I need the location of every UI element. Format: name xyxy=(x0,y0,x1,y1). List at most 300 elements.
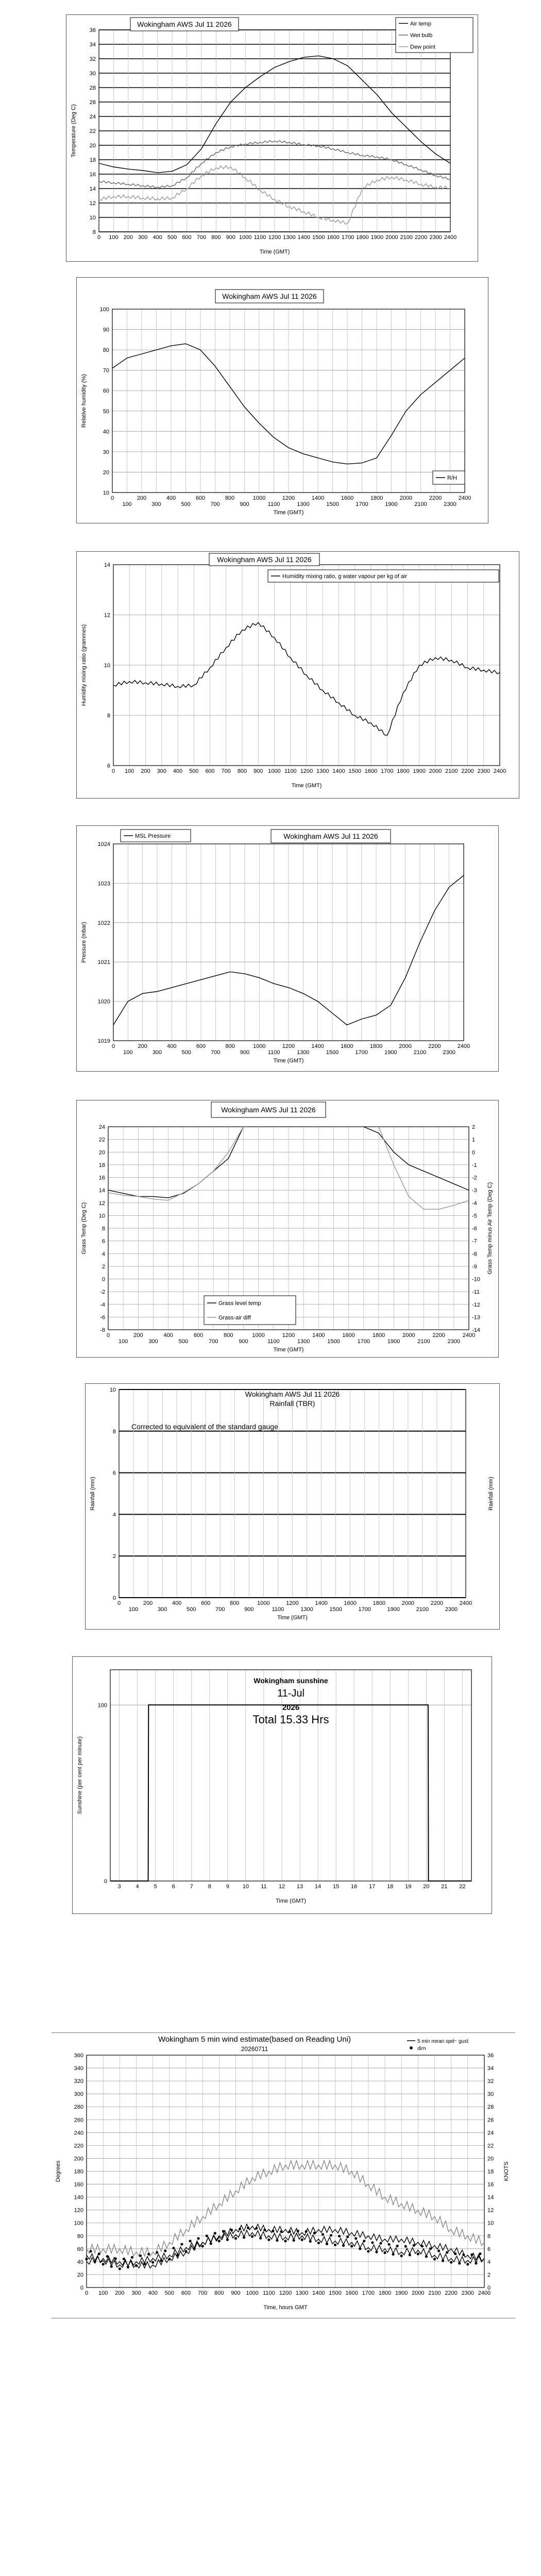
data-point xyxy=(305,2230,308,2233)
x-tick-label: 1600 xyxy=(341,495,354,501)
x-tick-label: 1800 xyxy=(369,1043,383,1049)
x-tick-label: 2200 xyxy=(461,768,474,774)
x-tick-label: 1400 xyxy=(311,495,325,501)
y2-axis-label: Grass Temp minus Air Temp (Deg C) xyxy=(487,1182,493,1275)
x-tick-label: 2100 xyxy=(413,1049,427,1056)
x-tick-label: 1200 xyxy=(282,1043,295,1049)
x-tick-label: 18 xyxy=(387,1884,394,1890)
x-tick-label: 200 xyxy=(115,2290,125,2296)
y-tick-label: 200 xyxy=(74,2156,83,2162)
legend-label: Grass level temp xyxy=(218,1300,261,1307)
x-tick-label: 400 xyxy=(163,1332,173,1338)
x-tick-label: 1500 xyxy=(326,1049,339,1056)
x-tick-label: 1600 xyxy=(345,2290,358,2296)
y-tick-label: 2 xyxy=(102,1263,105,1270)
x-tick-label: 1400 xyxy=(312,1332,325,1338)
x-tick-label: 1100 xyxy=(267,501,280,507)
x-tick-label: 800 xyxy=(225,495,235,501)
y2-tick-label: 16 xyxy=(487,2181,494,2188)
chart-subtitle: 20260711 xyxy=(241,2045,268,2053)
data-point xyxy=(309,2240,312,2243)
x-tick-label: 300 xyxy=(131,2290,141,2296)
y-tick-label: 10 xyxy=(89,215,96,221)
x-tick-label: 1500 xyxy=(327,1338,340,1345)
x-tick-label: 700 xyxy=(208,1338,218,1345)
y-tick-label: 0 xyxy=(112,1595,116,1601)
data-point xyxy=(450,2261,452,2264)
x-tick-label: 7 xyxy=(190,1884,193,1890)
y2-tick-label: -1 xyxy=(472,1162,477,1168)
x-tick-label: 400 xyxy=(172,1600,182,1606)
y2-tick-label: 24 xyxy=(487,2130,494,2137)
y-tick-label: 140 xyxy=(74,2194,83,2201)
x-tick-label: 1700 xyxy=(356,501,368,507)
legend-label: Grass-air diff xyxy=(218,1315,251,1321)
data-point xyxy=(218,2240,221,2242)
x-tick-label: 600 xyxy=(195,495,206,501)
y-tick-label: 22 xyxy=(98,1137,105,1143)
x-tick-label: 1600 xyxy=(364,768,378,774)
x-tick-label: 1000 xyxy=(268,768,281,774)
x-tick-label: 19 xyxy=(405,1884,412,1890)
data-point xyxy=(89,2250,92,2252)
x-tick-label: 1900 xyxy=(413,768,426,774)
x-tick-label: 2400 xyxy=(458,495,471,501)
legend-label: MSL Pressure xyxy=(135,833,171,839)
y2-tick-label: 2 xyxy=(472,1124,476,1130)
y-tick-label: 1022 xyxy=(97,920,110,926)
x-tick-label: 500 xyxy=(181,1049,191,1056)
x-tick-label: 2100 xyxy=(400,234,413,241)
x-tick-label: 1200 xyxy=(268,234,281,241)
y-axis-label: Rainfall (mm) xyxy=(90,1477,96,1511)
data-point xyxy=(350,2245,353,2247)
x-tick-label: 100 xyxy=(118,1338,128,1345)
data-point xyxy=(226,2239,229,2241)
data-point xyxy=(168,2258,171,2260)
x-tick-label: 1000 xyxy=(239,234,252,241)
x-axis-label: Time, hours GMT xyxy=(263,2304,308,2311)
y-tick-label: -6 xyxy=(100,1314,105,1321)
y-tick-label: 2 xyxy=(112,1553,116,1560)
y-tick-label: 10 xyxy=(104,663,110,669)
data-point xyxy=(98,2252,100,2255)
data-point xyxy=(313,2232,316,2234)
data-point xyxy=(276,2239,278,2242)
x-tick-label: 0 xyxy=(97,234,101,241)
y2-tick-label: -10 xyxy=(472,1276,480,1283)
y-tick-label: 160 xyxy=(74,2181,83,2188)
y-tick-label: 80 xyxy=(77,2233,83,2240)
data-point xyxy=(425,2255,428,2258)
x-tick-label: 4 xyxy=(136,1884,139,1890)
legend-label: Humidity mixing ratio, g water vapour per kg of air xyxy=(282,573,408,580)
y-tick-label: 260 xyxy=(74,2117,83,2124)
y-tick-label: 18 xyxy=(89,157,96,163)
data-point xyxy=(470,2253,473,2256)
x-tick-label: 5 xyxy=(154,1884,157,1890)
x-tick-label: 2200 xyxy=(414,234,428,241)
x-tick-label: 6 xyxy=(172,1884,175,1890)
x-tick-label: 600 xyxy=(182,234,192,241)
data-point xyxy=(326,2243,328,2245)
data-point xyxy=(135,2264,138,2267)
x-tick-label: 2300 xyxy=(443,1049,455,1056)
data-point xyxy=(409,2253,411,2256)
data-point xyxy=(413,2244,415,2247)
x-tick-label: 300 xyxy=(138,234,148,241)
y2-tick-label: -12 xyxy=(472,1301,480,1308)
x-tick-label: 100 xyxy=(123,1049,133,1056)
data-point xyxy=(247,2227,249,2229)
pressure-chart xyxy=(76,825,499,1072)
y2-tick-label: 34 xyxy=(487,2065,494,2072)
x-tick-label: 800 xyxy=(224,1332,233,1338)
x-tick-label: 1800 xyxy=(370,495,383,501)
x-tick-label: 200 xyxy=(138,1043,147,1049)
x-tick-label: 2400 xyxy=(444,234,457,241)
x-axis-label: Time (GMT) xyxy=(273,1058,304,1064)
x-tick-label: 800 xyxy=(211,234,221,241)
data-point xyxy=(206,2234,208,2237)
data-point xyxy=(193,2247,195,2250)
y-tick-label: 60 xyxy=(103,388,109,395)
grass-chart-svg xyxy=(76,1100,499,1358)
x-tick-label: 2100 xyxy=(417,1338,430,1345)
x-tick-label: 200 xyxy=(141,768,150,774)
x-tick-label: 1700 xyxy=(362,2290,375,2296)
x-tick-label: 11 xyxy=(261,1884,267,1890)
data-point xyxy=(359,2247,361,2250)
x-tick-label: 2300 xyxy=(429,234,442,241)
x-tick-label: 13 xyxy=(296,1884,303,1890)
legend-label: Dew point xyxy=(410,44,435,50)
y-tick-label: 8 xyxy=(112,1428,116,1435)
data-point xyxy=(123,2258,125,2260)
data-point xyxy=(301,2239,303,2241)
data-point xyxy=(375,2250,378,2253)
legend-label: R/H xyxy=(447,475,457,481)
y-tick-label: 32 xyxy=(89,56,96,62)
y-axis-label: Grass Temp (Deg C) xyxy=(81,1202,87,1255)
y-tick-label: 20 xyxy=(89,143,96,149)
x-tick-label: 1100 xyxy=(267,1338,280,1345)
data-point xyxy=(102,2263,105,2265)
data-point xyxy=(433,2258,436,2260)
x-tick-label: 1700 xyxy=(341,234,354,241)
x-tick-label: 1000 xyxy=(246,2290,259,2296)
data-point xyxy=(442,2259,444,2262)
x-tick-label: 1300 xyxy=(283,234,296,241)
y-axis-label: Humidity mixing ratio (grammes) xyxy=(81,624,87,706)
x-tick-label: 2200 xyxy=(429,495,442,501)
y-tick-label: 1019 xyxy=(97,1038,110,1044)
data-point xyxy=(201,2245,204,2247)
x-tick-label: 800 xyxy=(214,2290,224,2296)
x-tick-label: 200 xyxy=(143,1600,153,1606)
y-tick-label: 12 xyxy=(89,200,96,207)
chart-subtitle: 11-Jul xyxy=(277,1688,305,1699)
data-point xyxy=(189,2240,191,2242)
data-point xyxy=(114,2257,117,2260)
x-tick-label: 100 xyxy=(128,1606,139,1613)
data-point xyxy=(184,2250,187,2252)
y-tick-label: -8 xyxy=(100,1327,105,1333)
x-tick-label: 900 xyxy=(240,1049,250,1056)
x-tick-label: 900 xyxy=(244,1606,254,1613)
chart-title: Wokingham AWS Jul 11 2026 xyxy=(245,1390,340,1398)
y-tick-label: -2 xyxy=(100,1289,105,1296)
y-tick-label: 14 xyxy=(98,1188,105,1194)
x-tick-label: 1200 xyxy=(300,768,313,774)
data-point xyxy=(392,2253,394,2256)
chart-title: Wokingham AWS Jul 11 2026 xyxy=(221,1106,316,1114)
temperature-chart-svg xyxy=(66,14,478,262)
data-point xyxy=(243,2236,245,2239)
x-tick-label: 2400 xyxy=(478,2290,491,2296)
plot-area xyxy=(110,1670,471,1881)
chart-total: Total 15.33 Hrs xyxy=(252,1713,329,1726)
x-tick-label: 2300 xyxy=(445,1606,458,1613)
y2-tick-label: -3 xyxy=(472,1188,477,1194)
x-tick-label: 400 xyxy=(173,768,183,774)
x-tick-label: 2000 xyxy=(412,2290,425,2296)
chart-title: Wokingham AWS Jul 11 2026 xyxy=(137,20,232,28)
x-tick-label: 600 xyxy=(201,1600,211,1606)
y-tick-label: 10 xyxy=(103,490,109,496)
data-point xyxy=(417,2252,419,2255)
y-tick-label: 300 xyxy=(74,2091,83,2098)
x-tick-label: 3 xyxy=(117,1884,121,1890)
chart-title: Wokingham AWS Jul 11 2026 xyxy=(283,832,378,840)
y2-tick-label: 36 xyxy=(487,2053,494,2059)
y2-tick-label: -2 xyxy=(472,1175,477,1181)
y-tick-label: 100 xyxy=(97,1702,107,1709)
y-tick-label: 220 xyxy=(74,2143,83,2149)
x-tick-label: 20 xyxy=(423,1884,430,1890)
y-tick-label: 10 xyxy=(98,1213,105,1219)
legend-label: 5 min mean spd xyxy=(417,2039,454,2044)
x-tick-label: 2000 xyxy=(401,1600,415,1606)
x-tick-label: 800 xyxy=(230,1600,240,1606)
y-tick-label: 0 xyxy=(80,2285,83,2291)
y-tick-label: 14 xyxy=(89,186,96,192)
y2-tick-label: -14 xyxy=(472,1327,480,1333)
x-tick-label: 100 xyxy=(98,2290,108,2296)
legend-label: gust xyxy=(459,2039,468,2044)
x-tick-label: 2300 xyxy=(447,1338,461,1345)
x-tick-label: 2400 xyxy=(459,1600,472,1606)
humidity-chart-svg xyxy=(76,277,488,523)
x-tick-label: 300 xyxy=(148,1338,158,1345)
y-tick-label: 360 xyxy=(74,2053,83,2059)
data-point xyxy=(284,2240,286,2242)
x-axis-label: Time (GMT) xyxy=(291,783,322,789)
y2-tick-label: 1 xyxy=(472,1137,476,1143)
x-tick-label: 500 xyxy=(164,2290,175,2296)
data-point xyxy=(292,2239,295,2242)
x-tick-label: 2200 xyxy=(428,1043,441,1049)
x-tick-label: 1300 xyxy=(316,768,329,774)
data-point xyxy=(255,2227,258,2229)
y2-tick-label: -13 xyxy=(472,1314,480,1321)
data-point xyxy=(334,2244,336,2246)
x-tick-label: 1400 xyxy=(297,234,311,241)
x-tick-label: 0 xyxy=(111,768,115,774)
y-tick-label: 6 xyxy=(107,763,110,769)
x-tick-label: 1900 xyxy=(387,1338,400,1345)
chart-year: 2026 xyxy=(282,1703,300,1712)
x-tick-label: 400 xyxy=(166,495,176,501)
data-point xyxy=(164,2249,166,2252)
data-point xyxy=(387,2243,390,2246)
x-tick-label: 1900 xyxy=(395,2290,408,2296)
x-tick-label: 10 xyxy=(242,1884,249,1890)
y-tick-label: 0 xyxy=(102,1276,105,1283)
x-tick-label: 2100 xyxy=(416,1606,429,1613)
x-tick-label: 100 xyxy=(122,501,132,507)
data-point xyxy=(354,2237,357,2240)
y-tick-label: 16 xyxy=(89,172,96,178)
x-tick-label: 9 xyxy=(226,1884,229,1890)
x-tick-label: 300 xyxy=(157,1606,167,1613)
x-tick-label: 1200 xyxy=(282,1332,295,1338)
data-point xyxy=(85,2258,88,2260)
data-point xyxy=(110,2265,113,2268)
x-tick-label: 200 xyxy=(123,234,133,241)
x-tick-label: 2200 xyxy=(430,1600,444,1606)
y-tick-label: -4 xyxy=(100,1301,105,1308)
y-tick-label: 16 xyxy=(98,1175,105,1181)
y-tick-label: 100 xyxy=(74,2220,83,2227)
mixing-ratio-chart-svg xyxy=(76,551,519,799)
y-tick-label: 4 xyxy=(112,1512,116,1518)
data-point xyxy=(230,2229,233,2231)
y-tick-label: 6 xyxy=(112,1470,116,1477)
x-tick-label: 1800 xyxy=(356,234,369,241)
y-tick-label: 8 xyxy=(92,229,96,235)
x-axis-label: Time (GMT) xyxy=(273,1347,304,1353)
pressure-chart-svg xyxy=(76,825,499,1072)
data-point xyxy=(93,2260,96,2263)
y-tick-label: 34 xyxy=(89,42,96,48)
data-point xyxy=(454,2252,457,2255)
y-axis-label: Pressure (mbar) xyxy=(81,922,87,963)
x-tick-label: 1100 xyxy=(267,1049,280,1056)
y-axis-label: Sunshine (per cent per minute) xyxy=(77,1736,83,1815)
x-tick-label: 900 xyxy=(253,768,263,774)
data-point xyxy=(330,2234,332,2236)
y-tick-label: 18 xyxy=(98,1162,105,1168)
data-point xyxy=(379,2242,382,2245)
x-tick-label: 2300 xyxy=(477,768,490,774)
x-tick-label: 2000 xyxy=(399,495,413,501)
x-tick-label: 700 xyxy=(197,2290,208,2296)
x-tick-label: 1100 xyxy=(253,234,266,241)
sunshine-chart xyxy=(72,1656,492,1914)
y2-tick-label: -11 xyxy=(472,1289,480,1296)
x-tick-label: 2300 xyxy=(461,2290,475,2296)
data-point xyxy=(479,2252,481,2255)
x-tick-label: 1800 xyxy=(378,2290,392,2296)
x-tick-label: 500 xyxy=(187,1606,196,1613)
y2-tick-label: -6 xyxy=(472,1226,477,1232)
y-tick-label: 8 xyxy=(107,713,110,719)
y-tick-label: 20 xyxy=(98,1149,105,1156)
data-point xyxy=(338,2235,341,2238)
y2-axis-label: Rainfall (mm) xyxy=(488,1477,494,1511)
x-tick-label: 2300 xyxy=(444,501,457,507)
data-point xyxy=(400,2255,403,2257)
y-tick-label: 28 xyxy=(89,85,96,91)
x-tick-label: 1700 xyxy=(355,1049,368,1056)
x-tick-label: 1500 xyxy=(312,234,325,241)
data-point xyxy=(180,2243,183,2245)
x-tick-label: 2100 xyxy=(445,768,458,774)
mixing-ratio-chart xyxy=(76,551,519,799)
y-tick-label: 320 xyxy=(74,2078,83,2085)
data-point xyxy=(342,2244,345,2247)
y2-tick-label: 6 xyxy=(487,2246,491,2252)
data-point xyxy=(176,2254,179,2257)
x-tick-label: 2100 xyxy=(414,501,427,507)
sunshine-chart-svg xyxy=(72,1656,492,1914)
x-tick-label: 1900 xyxy=(387,1606,400,1613)
x-tick-label: 8 xyxy=(208,1884,211,1890)
y-tick-label: 340 xyxy=(74,2065,83,2072)
x-tick-label: 2100 xyxy=(428,2290,441,2296)
x-tick-label: 1200 xyxy=(282,495,295,501)
rainfall-chart xyxy=(85,1383,500,1630)
y-axis-label: Degrees xyxy=(55,2160,61,2182)
x-tick-label: 1500 xyxy=(329,1606,342,1613)
x-tick-label: 900 xyxy=(226,234,235,241)
chart-annotation: Corrected to equivalent of the standard gauge xyxy=(131,1422,278,1431)
x-tick-label: 0 xyxy=(110,495,114,501)
x-tick-label: 500 xyxy=(181,501,191,507)
data-point xyxy=(466,2263,469,2265)
data-point xyxy=(259,2237,262,2240)
x-tick-label: 900 xyxy=(240,501,249,507)
y-tick-label: 100 xyxy=(99,307,109,313)
data-point xyxy=(263,2229,266,2231)
x-tick-label: 700 xyxy=(215,1606,225,1613)
y2-tick-label: 18 xyxy=(487,2168,494,2175)
y-tick-label: 120 xyxy=(74,2207,83,2214)
y2-tick-label: 10 xyxy=(487,2220,494,2227)
legend-label: Wet bulb xyxy=(410,32,433,39)
y-tick-label: 90 xyxy=(103,327,109,333)
x-tick-label: 700 xyxy=(221,768,231,774)
y2-tick-label: 26 xyxy=(487,2117,494,2124)
y2-tick-label: 20 xyxy=(487,2156,494,2162)
humidity-chart xyxy=(76,277,488,523)
x-tick-label: 1800 xyxy=(397,768,410,774)
x-tick-label: 1400 xyxy=(315,1600,328,1606)
legend-swatch xyxy=(410,2046,413,2049)
x-tick-label: 2400 xyxy=(493,768,506,774)
legend-label: dirn xyxy=(417,2046,426,2052)
x-tick-label: 1800 xyxy=(372,1332,385,1338)
x-tick-label: 2400 xyxy=(462,1332,476,1338)
x-tick-label: 800 xyxy=(225,1043,235,1049)
x-tick-label: 1600 xyxy=(327,234,340,241)
x-tick-label: 1500 xyxy=(348,768,361,774)
x-tick-label: 21 xyxy=(441,1884,448,1890)
x-tick-label: 900 xyxy=(239,1338,248,1345)
x-tick-label: 300 xyxy=(151,501,161,507)
data-point xyxy=(462,2253,465,2256)
